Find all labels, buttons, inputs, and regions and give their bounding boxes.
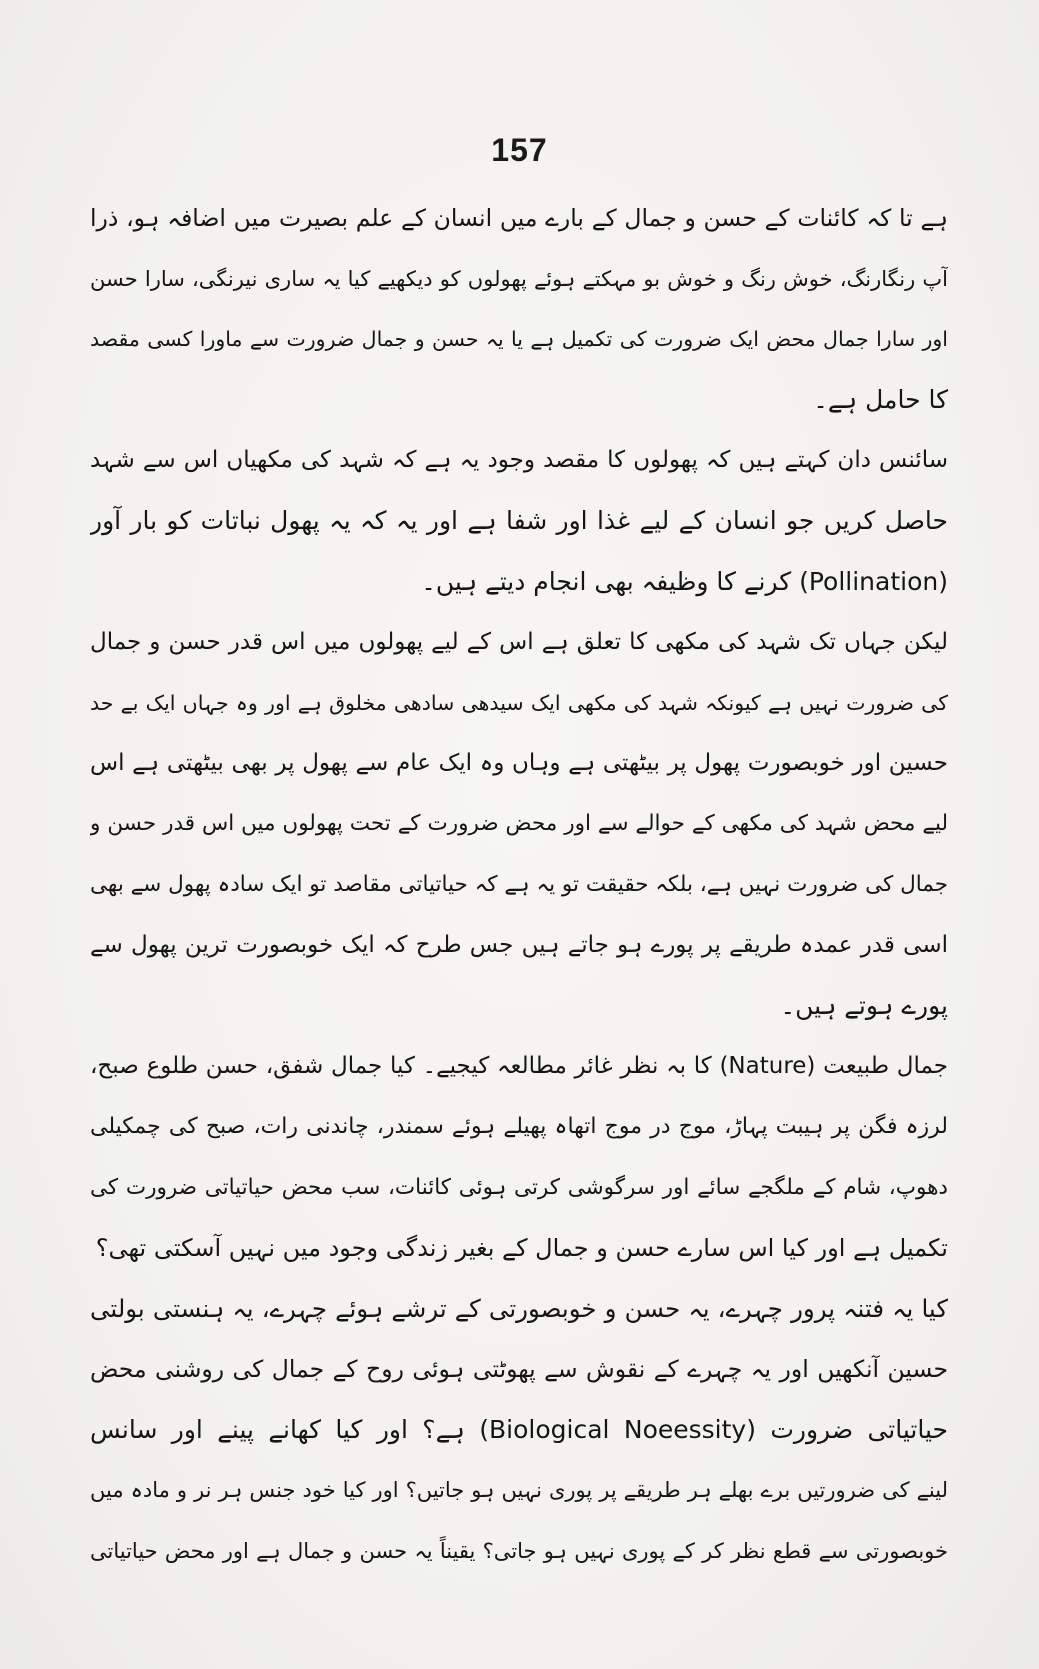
text-line: جمال طبیعت (Nature) کا بہ نظر غائر مطالعہ کیجیے۔ کیا جمال شفق، حسن طلوع صبح،: [90, 1053, 948, 1080]
text-line: لیکن جہاں تک شہد کی مکھی کا تعلق ہے اس کے لیے پھولوں میں اس قدر حسن و جمال: [90, 629, 948, 656]
text-line: کی ضرورت نہیں ہے کیونکہ شہد کی مکھی ایک سیدھی سادھی مخلوق ہے اور وہ جہاں ایک بے حد: [90, 690, 948, 715]
text-line: لرزہ فگن پر ہیبت پہاڑ، موج در موج اتھاہ پھیلے ہوئے سمندر، چاندنی رات، صبح کی چمکیلی: [90, 1113, 948, 1139]
text-line: دھوپ، شام کے ملگجے سائے اور سرگوشی کرتی ہوئی کائنات، سب محض حیاتیاتی ضرورت کی: [90, 1174, 948, 1200]
text-line: جمال کی ضرورت نہیں ہے، بلکہ حقیقت تو یہ ہے کہ حیاتیاتی مقاصد تو ایک سادہ پھول سے بھی: [90, 871, 948, 897]
text-line: حسین آنکھیں اور یہ چہرے کے نقوش سے پھوٹتی ہوئی روح کے جمال کی روشنی محض: [90, 1355, 948, 1384]
text-line: حیاتیاتی ضرورت (Biological Noeessity) ہے؟ اور کیا کھانے پینے اور سانس: [90, 1414, 948, 1444]
text-line: خوبصورتی سے قطع نظر کر کے پوری نہیں ہو جاتی؟ یقیناً یہ حسن و جمال ہے اور محض حیاتیاتی: [90, 1539, 948, 1564]
text-line: اسی قدر عمدہ طریقے پر پورے ہو جاتے ہیں جس طرح کہ ایک خوبصورت ترین پھول سے: [90, 932, 948, 959]
text-line: (Pollination) کرنے کا وظیفہ بھی انجام دیتے ہیں۔: [421, 566, 948, 596]
text-line: ہے تا کہ کائنات کے حسن و جمال کے بارے میں انسان کے علم بصیرت میں اضافہ ہو، ذرا: [90, 204, 948, 232]
text-line: حاصل کریں جو انسان کے لیے غذا اور شفا ہے اور یہ کہ یہ پھول نباتات کو بار آور: [90, 505, 948, 535]
text-line: کیا یہ فتنہ پرور چہرے، یہ حسن و خوبصورتی کے ترشے ہوئے چہرے، یہ ہنستی بولتی: [90, 1293, 948, 1323]
text-line: سائنس دان کہتے ہیں کہ پھولوں کا مقصد وجود یہ ہے کہ شہد کی مکھیاں اس سے شہد: [90, 447, 948, 474]
page-number: 157: [491, 132, 548, 168]
text-line: حسین اور خوبصورت پھول پر بیٹھتی ہے وہاں وہ ایک عام سے پھول پر بھی بیٹھتی ہے اس: [90, 750, 948, 777]
text-line: تکمیل ہے اور کیا اس سارے حسن و جمال کے بغیر زندگی وجود میں نہیں آسکتی تھی؟: [95, 1234, 948, 1263]
text-line: کا حامل ہے۔: [813, 384, 948, 414]
text-line: آپ رنگارنگ، خوش رنگ و خوش بو مہکتے ہوئے پھولوں کو دیکھیے کیا یہ ساری نیرنگی، سارا حسن: [90, 266, 948, 291]
text-line: لینے کی ضرورتیں برے بھلے ہر طریقے پر پوری نہیں ہو جاتیں؟ اور کیا خود جنس ہر نر و مادہ میں: [90, 1478, 948, 1503]
urdu-text-body: [90, 188, 948, 1582]
text-line: لیے محض شہد کی مکھی کے حوالے سے اور محض ضرورت کے تحت پھولوں میں اس قدر حسن و: [90, 810, 948, 836]
text-line: پورے ہوتے ہیں۔: [780, 990, 948, 1020]
text-line: اور سارا جمال محض ایک ضرورت کی تکمیل ہے یا یہ حسن و جمال ضرورت سے ماورا کسی مقصد: [90, 327, 948, 352]
